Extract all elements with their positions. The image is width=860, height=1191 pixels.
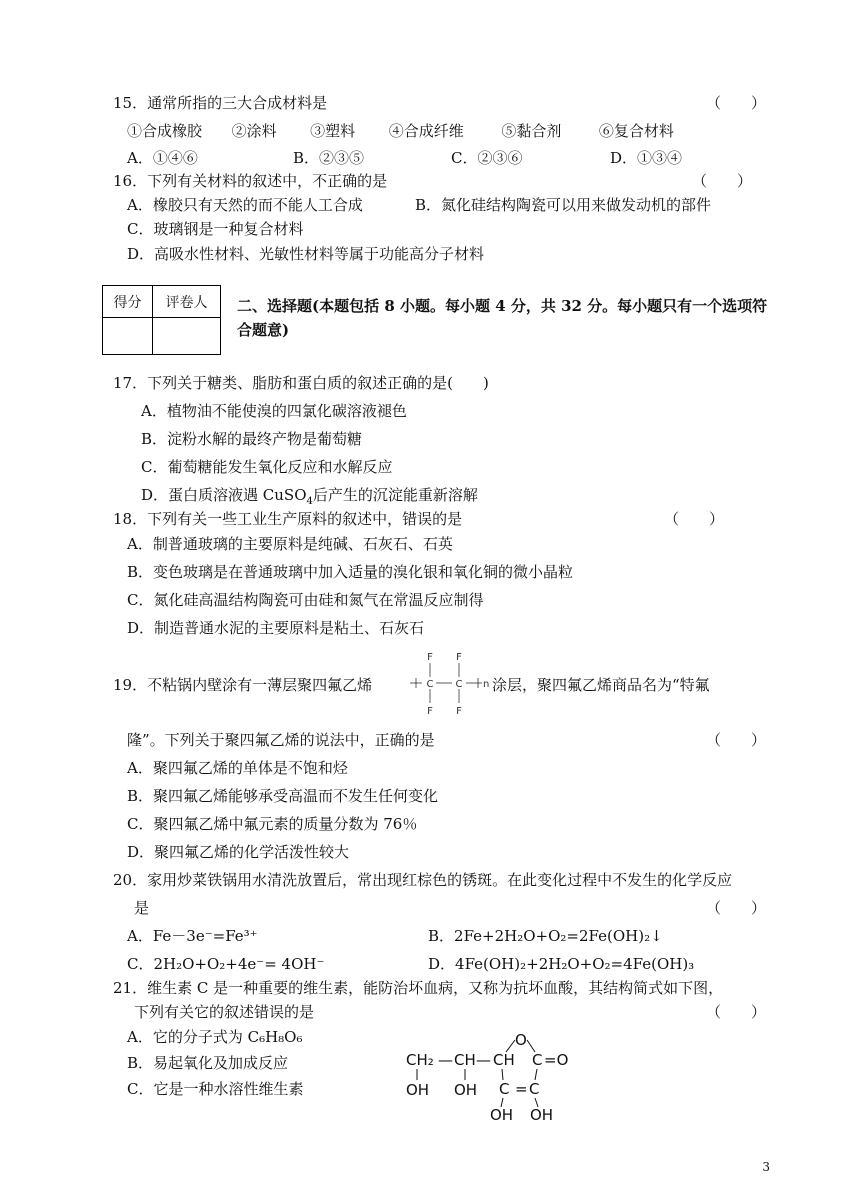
- q15-item: ①合成橡胶: [127, 122, 203, 140]
- q17-option-c: C．葡萄糖能发生氧化反应和水解反应: [141, 458, 393, 476]
- q20-option-c: C．2H₂O+O₂+4e⁻= 4OH⁻: [127, 955, 325, 973]
- q20-option-d: D．4Fe(OH)₂+2H₂O+O₂=4Fe(OH)₃: [428, 955, 695, 973]
- q19-stem-b: 涂层，聚四氟乙烯商品名为“特氟: [492, 676, 710, 694]
- q21-option-c: C．它是一种水溶性维生素: [127, 1080, 304, 1098]
- q18-paren: （ ）: [664, 510, 725, 528]
- vc-ch: CH: [454, 1051, 476, 1069]
- vc-dash: —: [476, 1051, 491, 1069]
- vc-oh: OH: [406, 1081, 430, 1099]
- vc-ch2: CH₂: [406, 1051, 434, 1069]
- q16-option-b: B．氮化硅结构陶瓷可以用来做发动机的部件: [415, 196, 712, 214]
- q19-option-a: A．聚四氟乙烯的单体是不饱和烃: [127, 759, 348, 777]
- q16-paren: （ ）: [692, 172, 753, 190]
- ptfe-atom-f: F: [427, 706, 433, 717]
- vc-oh: OH: [530, 1106, 554, 1122]
- grader-cell: [153, 318, 221, 355]
- q15-item: ⑥复合材料: [598, 122, 674, 140]
- q20-paren: （ ）: [706, 899, 767, 917]
- svg-text:n: n: [483, 679, 490, 690]
- q17-option-d: [141, 485, 478, 505]
- vc-oh: OH: [454, 1081, 478, 1099]
- q15-item: ④合成纤维: [388, 122, 464, 140]
- q17-option-d-sub: 4: [306, 496, 313, 507]
- vc-double-bond: =: [515, 1080, 528, 1098]
- score-table: [102, 285, 221, 355]
- ptfe-atom-f: F: [427, 652, 433, 663]
- q15-item: ②涂料: [231, 122, 277, 140]
- q16-option-d: D．高吸水性材料、光敏性材料等属于功能高分子材料: [127, 245, 485, 263]
- ptfe-atom-c: C: [455, 679, 463, 690]
- q18-option-a: A．制普通玻璃的主要原料是纯碱、石灰石、石英: [127, 535, 453, 553]
- q18-option-d: D．制造普通水泥的主要原料是粘土、石灰石: [127, 619, 425, 637]
- q16-option-c: C．玻璃钢是一种复合材料: [127, 220, 304, 238]
- q19-stem-a: 19．不粘锅内壁涂有一薄层聚四氟乙烯: [113, 676, 373, 694]
- q15-option-c: C．②③⑥: [451, 149, 523, 167]
- q19-option-c: C．聚四氟乙烯中氟元素的质量分数为 76％: [127, 815, 418, 833]
- vc-carbonyl: =O: [544, 1051, 569, 1069]
- q17-option-b: B．淀粉水解的最终产物是葡萄糖: [141, 430, 363, 448]
- vitamin-c-structure: [402, 1030, 582, 1122]
- vc-c-left: C: [499, 1080, 510, 1098]
- q17-stem: 17．下列关于糖类、脂肪和蛋白质的叙述正确的是( ): [113, 374, 489, 392]
- section-heading: 二、选择题(本题包括 8 小题。每小题 4 分，共 32 分。每小题只有一个选项符合题意): [237, 297, 768, 339]
- q21-paren: （ ）: [706, 1003, 767, 1021]
- page-number: 3: [762, 1160, 770, 1174]
- q19-option-b: B．聚四氟乙烯能够承受高温而不发生任何变化: [127, 787, 439, 805]
- q17-option-a: A．植物油不能使溴的四氯化碳溶液褪色: [141, 402, 407, 420]
- q15-paren: （ ）: [706, 94, 767, 112]
- ptfe-atom-c: C: [426, 679, 434, 690]
- q19-stem-c: 隆”。下列关于聚四氟乙烯的说法中，正确的是: [127, 731, 435, 749]
- q21-stem-a: 21．维生素 C 是一种重要的维生素，能防治坏血病，又称为抗坏血酸，其结构简式如下图，: [113, 979, 724, 997]
- vc-ch-ring: CH: [493, 1051, 515, 1069]
- q21-option-a: A．它的分子式为 C₆H₈O₆: [127, 1028, 303, 1046]
- q18-stem: 18．下列有关一些工业生产原料的叙述中，错误的是: [113, 510, 463, 528]
- q20-stem-b: 是: [134, 899, 150, 917]
- q19-option-d: D．聚四氟乙烯的化学活泼性较大: [127, 843, 350, 861]
- q16-stem: 16．下列有关材料的叙述中，不正确的是: [113, 172, 388, 190]
- q15-option-b: B．②③⑤: [293, 149, 365, 167]
- q15-items: [127, 121, 674, 141]
- score-header: 得分: [103, 286, 153, 318]
- q18-option-c: C．氮化硅高温结构陶瓷可由硅和氮气在常温反应制得: [127, 591, 484, 609]
- q15-option-d: D．①③④: [610, 149, 683, 167]
- vc-ring-oxygen: O: [515, 1031, 527, 1049]
- vc-oh: OH: [490, 1106, 514, 1122]
- q17-option-d-post: 后产生的沉淀能重新溶解: [312, 486, 478, 504]
- vc-c-right: C: [529, 1080, 540, 1098]
- q18-option-b: B．变色玻璃是在普通玻璃中加入适量的溴化银和氧化铜的微小晶粒: [127, 563, 574, 581]
- grader-header: 评卷人: [153, 286, 221, 318]
- q15-item: ③塑料: [310, 122, 356, 140]
- ptfe-atom-f: F: [456, 706, 462, 717]
- q20-option-a: A．Fe－3e⁻=Fe³⁺: [127, 927, 258, 945]
- ptfe-atom-f: F: [456, 652, 462, 663]
- q15-item: ⑤黏合剂: [501, 122, 562, 140]
- q19-paren: （ ）: [706, 731, 767, 749]
- q21-option-b: B．易起氧化及加成反应: [127, 1054, 289, 1072]
- vc-dash: —: [438, 1051, 453, 1069]
- ptfe-formula: [408, 648, 490, 718]
- q16-option-a: A．橡胶只有天然的而不能人工合成: [127, 196, 363, 214]
- q21-stem-b: 下列有关它的叙述错误的是: [134, 1003, 315, 1021]
- score-cell: [103, 318, 153, 355]
- q17-option-d-pre: D．蛋白质溶液遇 CuSO: [141, 486, 307, 504]
- q20-stem-a: 20．家用炒菜铁锅用水清洗放置后，常出现红棕色的锈斑。在此变化过程中不发生的化学反应: [113, 871, 733, 889]
- q15-stem: 15．通常所指的三大合成材料是: [113, 94, 328, 112]
- vc-c-ring: C: [532, 1051, 543, 1069]
- q20-option-b: B．2Fe+2H₂O+O₂=2Fe(OH)₂↓: [428, 927, 663, 945]
- q15-option-a: A．①④⑥: [127, 149, 198, 167]
